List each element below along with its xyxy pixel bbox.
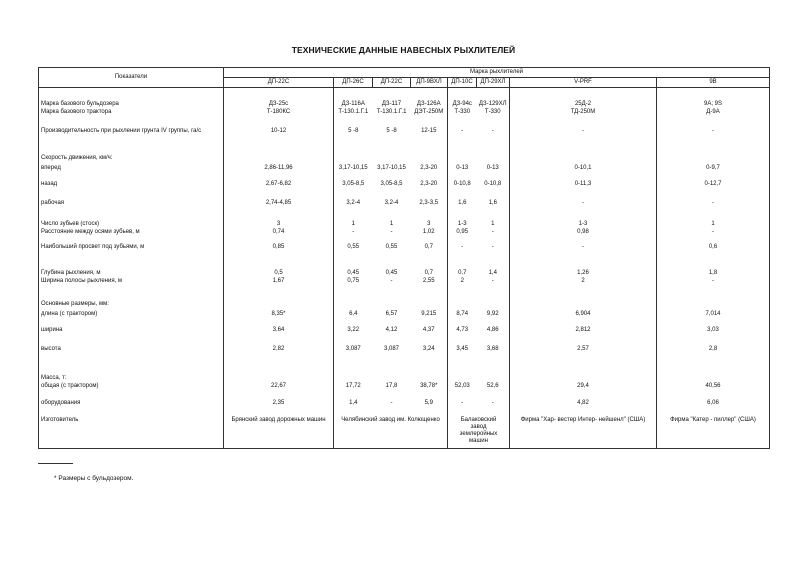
- cell-value: 2,8: [657, 341, 770, 359]
- manufacturer-cell: Челябинский завод им. Колющенко: [334, 415, 448, 449]
- table-row: [39, 321, 770, 341]
- cell-value: Т-330: [477, 108, 510, 118]
- cell-value: 4,12: [385, 327, 398, 333]
- cell-value: 17,8: [385, 383, 398, 389]
- cell-value: 3,2-4: [384, 200, 399, 206]
- cell-value: -: [477, 277, 510, 287]
- cell-value: 4,82: [510, 392, 657, 415]
- cell-value: Т-180КС: [224, 108, 334, 118]
- cell-value: [448, 287, 477, 308]
- cell-value: 1,67: [224, 277, 334, 287]
- cell-value: 3,17-10,15: [338, 164, 368, 171]
- table-row: [39, 382, 770, 392]
- cell-value: 6,57: [385, 310, 398, 317]
- cell-value: 7,014: [657, 308, 770, 321]
- cell-value: 0,74: [224, 228, 334, 237]
- cell-value: 0,45: [385, 269, 398, 276]
- cell-value: [373, 359, 411, 382]
- cell-value: 0,98: [510, 228, 657, 237]
- cell-value: 3: [224, 214, 334, 228]
- cell-value: 3,64: [224, 321, 334, 341]
- cell-value: 0-10,8: [453, 180, 471, 187]
- table-row: [39, 162, 770, 175]
- cell-value: ДЗ-116А: [341, 100, 365, 107]
- cell-value: 25Д-2: [510, 88, 657, 108]
- table-row: [39, 392, 770, 415]
- cell-value: 2,67-6,82: [224, 175, 334, 194]
- table-row: [39, 108, 770, 118]
- cell-value: 1-3: [457, 220, 467, 227]
- row-label: Ширина полосы рыхления, м: [39, 277, 224, 287]
- cell-value: 6,4: [349, 310, 358, 317]
- header-brand: Марка рыхлителей: [224, 68, 770, 78]
- cell-value: 1,6: [477, 194, 510, 214]
- cell-value: 1: [351, 220, 355, 227]
- row-label: назад: [39, 175, 224, 194]
- header-model: ДП-26С: [334, 78, 373, 88]
- cell-value: [224, 359, 334, 382]
- cell-value: 3,05-8,5: [380, 180, 403, 187]
- row-label: Глубина рыхления, м: [39, 259, 224, 277]
- cell-value: ДЗ-94с: [452, 100, 472, 107]
- cell-value: 0,55: [347, 244, 360, 250]
- cell-value: 2,55: [411, 277, 448, 287]
- cell-value: [448, 145, 477, 162]
- cell-value: [510, 359, 657, 382]
- cell-value: 9,215: [411, 308, 448, 321]
- header-model: ДП-22С: [224, 78, 334, 88]
- cell-value: -: [657, 228, 770, 237]
- cell-value: [411, 359, 448, 382]
- cell-value: 0,45: [347, 269, 360, 276]
- row-label: длина (с трактором): [39, 308, 224, 321]
- cell-value: 1,26: [510, 259, 657, 277]
- manufacturer-cell: Брянский завод дорожных машин: [224, 415, 334, 449]
- cell-value: 2,3-20: [411, 162, 448, 175]
- cell-value: [477, 145, 510, 162]
- cell-value: [657, 145, 770, 162]
- row-label: ширина: [39, 321, 224, 341]
- cell-value: 12-15: [411, 118, 448, 145]
- cell-value: 0-11,3: [510, 175, 657, 194]
- cell-value: 0,7: [458, 269, 467, 276]
- row-label: Основные размеры, мм:: [39, 287, 224, 308]
- table-row: [39, 228, 770, 237]
- cell-value: 52,03: [454, 383, 470, 389]
- cell-value: -: [352, 228, 355, 235]
- cell-value: 0-13: [456, 164, 469, 171]
- cell-value: -: [477, 392, 510, 415]
- page-title: ТЕХНИЧЕСКИЕ ДАННЫЕ НАВЕСНЫХ РЫХЛИТЕЛЕЙ: [291, 45, 516, 55]
- row-label: вперед: [39, 162, 224, 175]
- cell-value: 0-9,7: [657, 162, 770, 175]
- footnote-divider: [38, 463, 73, 464]
- row-label: Марка базового бульдозера: [39, 88, 224, 108]
- manufacturer-cell: Балаковский завод землеройных машин: [448, 415, 510, 449]
- table-row: [39, 194, 770, 214]
- cell-value: Т-130.1.Г.1: [338, 109, 369, 115]
- cell-value: 9А; 9S: [657, 88, 770, 108]
- cell-value: 3,087: [345, 346, 361, 352]
- table-body: [39, 88, 770, 449]
- table-row: [39, 214, 770, 228]
- table-row: [39, 308, 770, 321]
- header-model: ДП-9ВХЛ: [411, 78, 448, 88]
- manufacturer-cell: Фирма "Хар- вестер Интер- нейшенл" (США): [510, 415, 657, 449]
- cell-value: 0,55: [385, 244, 398, 250]
- table-row: [39, 415, 770, 449]
- cell-value: 29,4: [510, 382, 657, 392]
- cell-value: 3,22: [347, 327, 360, 333]
- cell-value: [411, 287, 448, 308]
- manufacturer-cell: Фирма "Катер - пиллер" (США): [657, 415, 770, 449]
- footnote: * Размеры с бульдозером.: [54, 475, 134, 482]
- table-row: [39, 237, 770, 259]
- cell-value: Д-9А: [657, 108, 770, 118]
- cell-value: 0,75: [347, 278, 360, 284]
- cell-value: -: [510, 118, 657, 145]
- cell-value: -: [477, 118, 510, 145]
- cell-value: -: [510, 237, 657, 259]
- cell-value: 4,73: [456, 327, 469, 333]
- row-label: Марка базового трактора: [39, 108, 224, 118]
- cell-value: 4,86: [477, 321, 510, 341]
- table-row: [39, 118, 770, 145]
- cell-value: ДЗ-117: [381, 100, 402, 107]
- cell-value: 10-12: [224, 118, 334, 145]
- cell-value: 1: [477, 214, 510, 228]
- cell-value: -: [461, 127, 464, 134]
- cell-value: 2,74-4,85: [224, 194, 334, 214]
- cell-value: 22,67: [224, 382, 334, 392]
- header-model: ДП-22С: [373, 78, 411, 88]
- row-label: Масса, т:: [39, 359, 224, 382]
- table-row: [39, 287, 770, 308]
- cell-value: 52,6: [477, 382, 510, 392]
- cell-value: 2,82: [224, 341, 334, 359]
- cell-value: 3,45: [456, 346, 469, 352]
- cell-value: 0-13: [477, 162, 510, 175]
- cell-value: -: [510, 194, 657, 214]
- cell-value: -: [461, 399, 464, 406]
- cell-value: 1: [389, 220, 394, 227]
- cell-value: Т-330: [454, 109, 471, 115]
- cell-value: 5 -8: [386, 127, 397, 134]
- row-label: Расстояние между осями зубьев, м: [39, 228, 224, 237]
- table-row: [39, 277, 770, 287]
- cell-value: [657, 287, 770, 308]
- row-label: оборудования: [39, 392, 224, 415]
- cell-value: 2: [510, 277, 657, 287]
- cell-value: -: [390, 228, 393, 235]
- cell-value: 3,087: [383, 346, 399, 352]
- cell-value: [224, 145, 334, 162]
- cell-value: ТД-250М: [510, 108, 657, 118]
- cell-value: 0,85: [224, 237, 334, 259]
- cell-value: 2,86-11,96: [224, 162, 334, 175]
- cell-value: 4,37: [411, 321, 448, 341]
- row-label: Производительность при рыхлении грунта IV группы, га/с: [39, 118, 224, 145]
- table-row: [39, 341, 770, 359]
- cell-value: 2,3-20: [411, 175, 448, 194]
- cell-value: 2,35: [224, 392, 334, 415]
- table-row: [39, 359, 770, 382]
- cell-value: 6,06: [657, 392, 770, 415]
- cell-value: 8,74: [456, 310, 469, 317]
- cell-value: 1,4: [349, 399, 358, 406]
- cell-value: 2,3-3,5: [411, 194, 448, 214]
- cell-value: 17,72: [345, 383, 361, 389]
- cell-value: 0,7: [411, 237, 448, 259]
- cell-value: -: [477, 228, 510, 237]
- cell-value: 1,8: [657, 259, 770, 277]
- row-label: высота: [39, 341, 224, 359]
- cell-value: ДЭТ-250М: [411, 108, 448, 118]
- cell-value: 3: [411, 214, 448, 228]
- cell-value: 1,02: [411, 228, 448, 237]
- row-label: Число зубьев (стоск): [39, 214, 224, 228]
- cell-value: 0,7: [411, 259, 448, 277]
- cell-value: 3,03: [657, 321, 770, 341]
- cell-value: 38,78*: [411, 382, 448, 392]
- cell-value: [373, 145, 411, 162]
- cell-value: 0-10,8: [477, 175, 510, 194]
- cell-value: 0,95: [456, 228, 469, 235]
- row-label: рабочая: [39, 194, 224, 214]
- table-row: [39, 259, 770, 277]
- cell-value: 0-10,1: [510, 162, 657, 175]
- cell-value: [334, 145, 373, 162]
- cell-value: -: [390, 399, 393, 406]
- cell-value: -: [657, 194, 770, 214]
- cell-value: 3,2-4: [346, 200, 361, 206]
- cell-value: 2,57: [510, 341, 657, 359]
- cell-value: [334, 359, 373, 382]
- cell-value: ДЗ-126А: [411, 88, 448, 108]
- row-label: общая (с трактором): [39, 382, 224, 392]
- cell-value: ДЗ-25с: [224, 88, 334, 108]
- table-row: [39, 145, 770, 162]
- cell-value: 9,92: [477, 308, 510, 321]
- cell-value: 2: [460, 278, 464, 284]
- cell-value: 5,9: [411, 392, 448, 415]
- row-label: Наибольший просвет под зубьями, м: [39, 237, 224, 259]
- header-model: 9B: [657, 78, 770, 88]
- cell-value: [224, 287, 334, 308]
- header-model: ДП-29ХЛ: [477, 78, 510, 88]
- cell-value: ДЗ-129ХЛ: [477, 88, 510, 108]
- cell-value: 1,6: [458, 200, 467, 206]
- cell-value: [373, 287, 411, 308]
- cell-value: [448, 359, 477, 382]
- header-model: V-PRF: [510, 78, 657, 88]
- cell-value: 3,24: [411, 341, 448, 359]
- cell-value: [510, 287, 657, 308]
- row-label: Изготовитель: [39, 415, 224, 449]
- cell-value: 1,4: [477, 259, 510, 277]
- cell-value: -: [657, 277, 770, 287]
- cell-value: 40,56: [657, 382, 770, 392]
- cell-value: 1: [657, 214, 770, 228]
- row-label: Скорость движения, км/ч:: [39, 145, 224, 162]
- cell-value: 3,17-10,15: [377, 164, 406, 171]
- cell-value: 6,904: [510, 308, 657, 321]
- cell-value: 5 -8: [348, 127, 359, 134]
- cell-value: 2,812: [510, 321, 657, 341]
- cell-value: [334, 287, 373, 308]
- header-model: ДП-10С: [448, 78, 477, 88]
- cell-value: [510, 145, 657, 162]
- header-indicators: Показатели: [39, 68, 224, 88]
- cell-value: [657, 359, 770, 382]
- table-row: [39, 175, 770, 194]
- cell-value: -: [477, 237, 510, 259]
- cell-value: [477, 359, 510, 382]
- cell-value: -: [461, 244, 464, 250]
- cell-value: 3,05-8,5: [342, 180, 365, 187]
- cell-value: 0,5: [224, 259, 334, 277]
- specs-table: [38, 67, 770, 449]
- cell-value: 3,68: [477, 341, 510, 359]
- cell-value: 8,35*: [224, 308, 334, 321]
- cell-value: 1-3: [510, 214, 657, 228]
- cell-value: [477, 287, 510, 308]
- cell-value: Т-130.1.Г.1: [376, 109, 407, 115]
- cell-value: 0-12,7: [657, 175, 770, 194]
- cell-value: -: [657, 118, 770, 145]
- cell-value: 0,6: [657, 237, 770, 259]
- cell-value: [411, 145, 448, 162]
- table-row: [39, 88, 770, 108]
- cell-value: -: [390, 278, 393, 284]
